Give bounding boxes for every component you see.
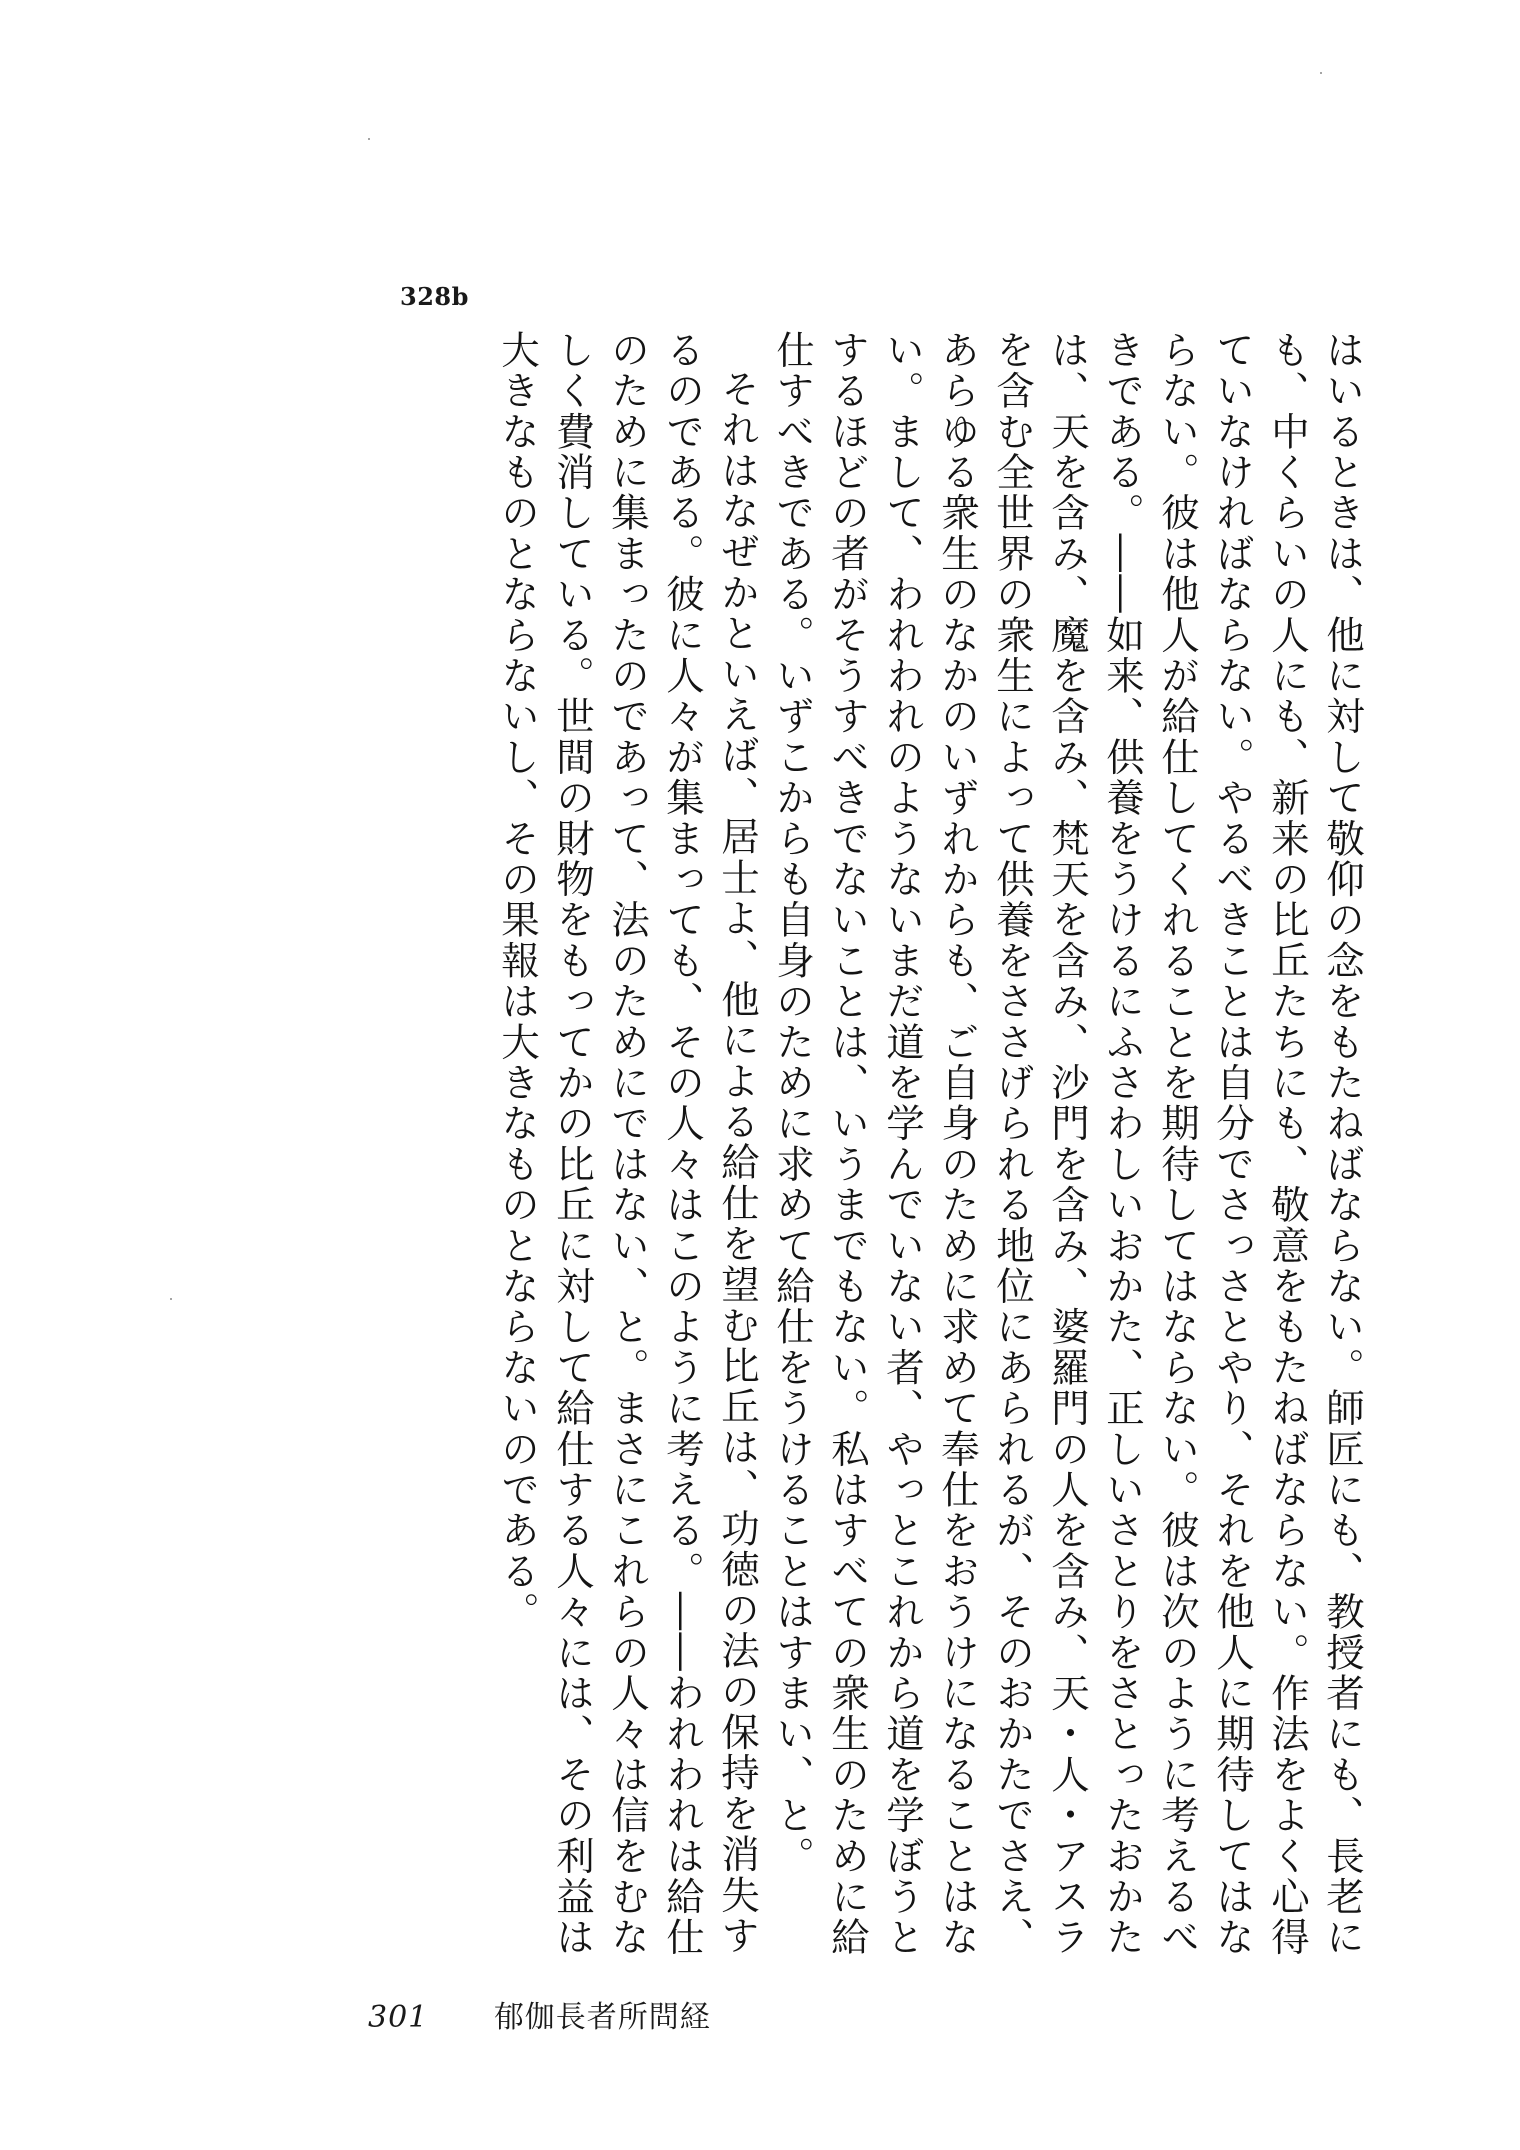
running-title: 郁伽長者所問経 [493, 2000, 711, 2035]
paragraph: それはなぜかといえば、居士よ、他による給仕を望む比丘は、功徳の法の保持を消失するのである。彼に人々が集まっても、その人々はこのように考える。――われわれは給仕のために集まったのであって、法のためにではない、と。まさにこれらの人々は信をむなしく費消している。世間の財物をもってかの比丘に対して給仕する人々には、その利益は大きなものとならないし、その果報は大きなものとならないのである。 [495, 330, 760, 1958]
scan-speck [1320, 72, 1322, 74]
vertical-text-block [340, 330, 1370, 1990]
paragraph: はいるときは、他に対して敬仰の念をもたねばならない。師匠にも、教授者にも、長老にも、中くらいの人にも、新来の比丘たちにも、敬意をもたねばならない。作法をよく心得ていなければならない。やるべきことは自分でさっさとやり、それを他人に期待してはならない。彼は他人が給仕してくれることを期待してはならない。彼は次のように考えるべきである。――如来、供養をうけるにふさわしいおかた、正しいさとりをさとったおかたは、天を含み、魔を含み、梵天を含み、沙門を含み、婆羅門の人を含み、天・人・アスラを含む全世界の衆生によって供養をささげられる地位にあられるが、そのおかたでさえ、あらゆる衆生のなかのいずれからも、ご自身のために求めて奉仕をおうけになることはない。まして、われわれのようないまだ道を学んでいない者、やっとこれから道を学ぼうとするほどの者がそうすべきでないことは、いうまでもない。私はすべての衆生のために給仕すべきである。いずこからも自身のために求めて給仕をうけることはすまい、と。 [770, 330, 1365, 1958]
scan-speck [368, 138, 370, 140]
page-number: 301 [368, 2000, 429, 2035]
margin-reference-number: 328b [400, 282, 469, 311]
page-footer [368, 1992, 711, 2036]
scan-speck [170, 1298, 172, 1300]
